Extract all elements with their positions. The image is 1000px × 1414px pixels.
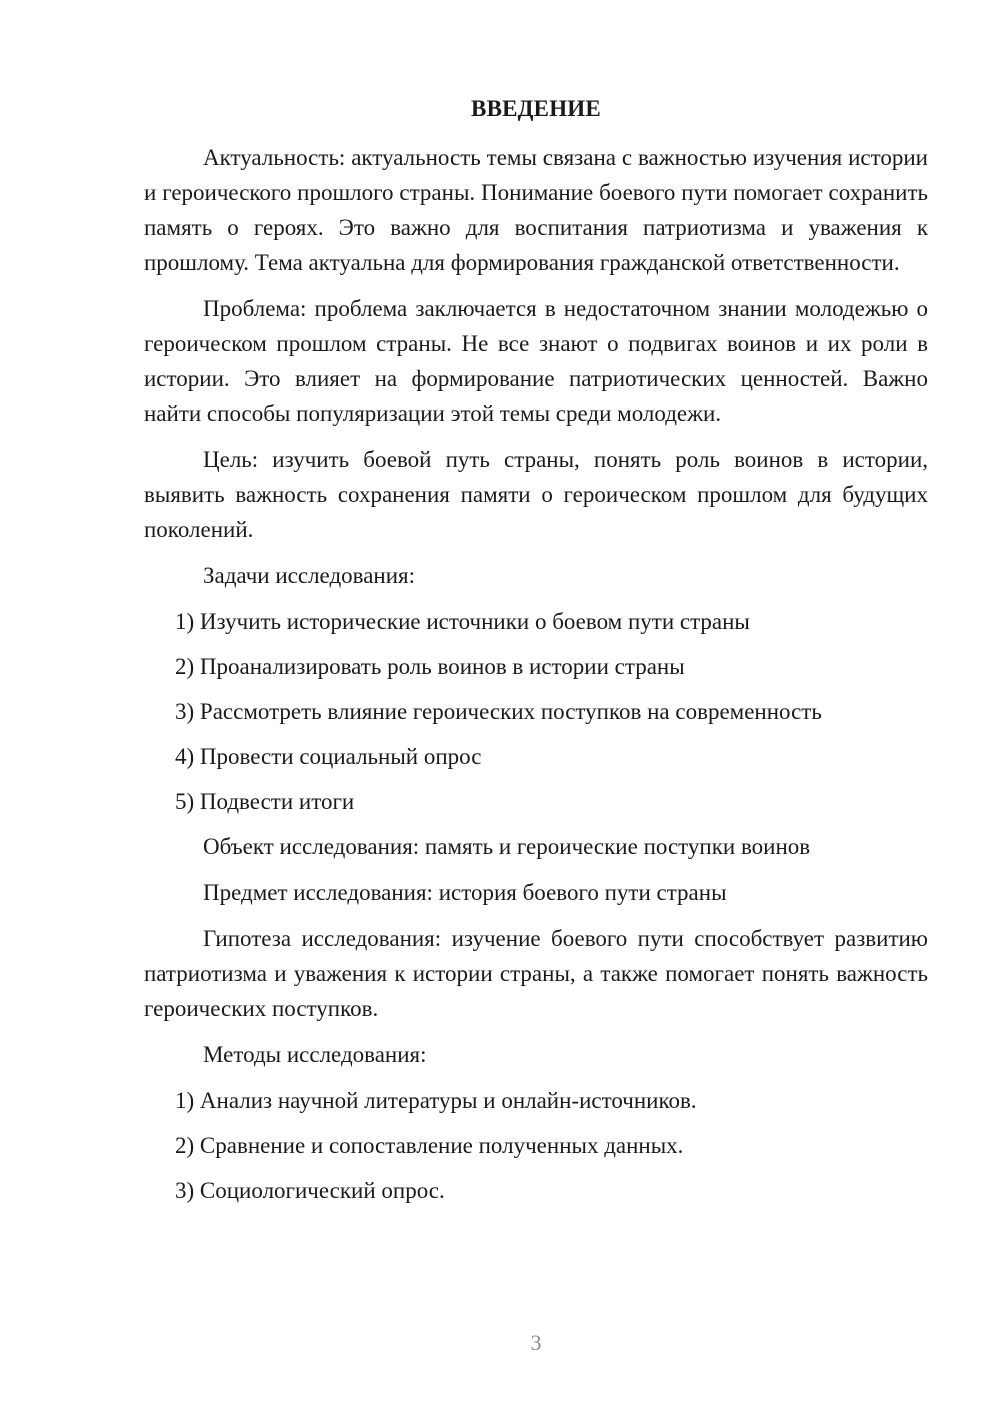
subject-paragraph: Предмет исследования: история боевого пути страны bbox=[203, 880, 727, 905]
goal-paragraph: Цель: изучить боевой путь страны, понять роль воинов в истории, выявить важность сохранения памяти о героическом прошлом для будущих поколений. bbox=[144, 447, 928, 542]
task-item-5: 5) Подвести итоги bbox=[175, 789, 355, 814]
problem-paragraph: Проблема: проблема заключается в недостаточном знании молодежью о героическом прошлом страны. Не все знают о подвигах воинов и их роли в истории. Это влияет на формирование патриотических ценностей. Важно найти способы популяризации этой темы среди молодежи. bbox=[144, 296, 928, 426]
tasks-heading: Задачи исследования: bbox=[203, 563, 416, 588]
methods-heading: Методы исследования: bbox=[203, 1042, 427, 1067]
method-item-3: 3) Социологический опрос. bbox=[175, 1178, 445, 1203]
task-item-3: 3) Рассмотреть влияние героических поступков на современность bbox=[175, 699, 822, 724]
task-item-2: 2) Проанализировать роль воинов в истории страны bbox=[175, 654, 685, 679]
page-title: ВВЕДЕНИЕ bbox=[471, 96, 601, 121]
method-item-1: 1) Анализ научной литературы и онлайн-источников. bbox=[175, 1088, 697, 1113]
hypothesis-paragraph: Гипотеза исследования: изучение боевого пути способствует развитию патриотизма и уважения к истории страны, а также помогает понять важность героических поступков. bbox=[144, 926, 928, 1021]
task-item-1: 1) Изучить исторические источники о боевом пути страны bbox=[175, 609, 750, 634]
document-body bbox=[144, 140, 928, 1218]
relevance-paragraph: Актуальность: актуальность темы связана с важностью изучения истории и героического прошлого страны. Понимание боевого пути помогает сохранить память о героях. Это важно для воспитания патриотизма и уважения к прошлому. Тема актуальна для формирования гражданской ответственности. bbox=[144, 145, 928, 275]
task-item-4: 4) Провести социальный опрос bbox=[175, 744, 482, 769]
page-number: 3 bbox=[530, 1330, 542, 1355]
method-item-2: 2) Сравнение и сопоставление полученных данных. bbox=[175, 1133, 684, 1158]
object-paragraph: Объект исследования: память и героические поступки воинов bbox=[203, 834, 811, 859]
